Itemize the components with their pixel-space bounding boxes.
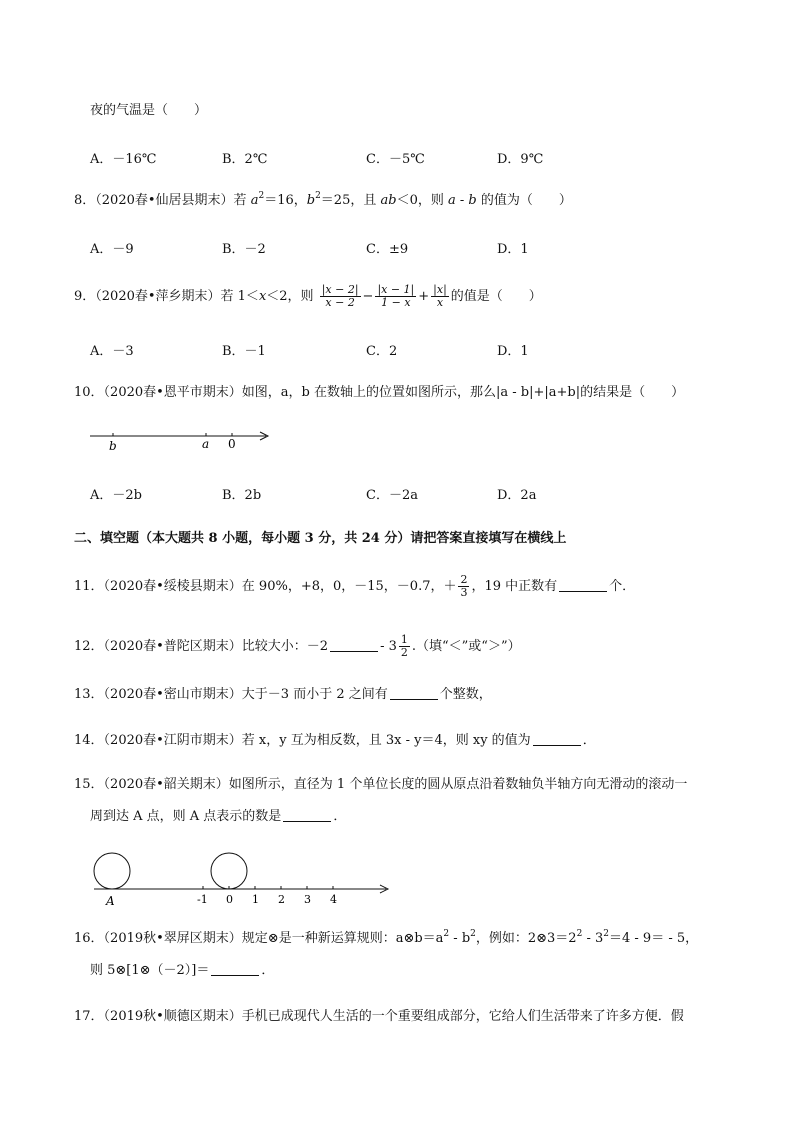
text: ，19 中正数有 — [471, 579, 558, 594]
label-a: a — [202, 437, 210, 451]
q8-option-a: A．－9 — [90, 242, 134, 257]
fraction-3 — [431, 284, 449, 309]
fraction — [458, 574, 469, 599]
tick-label: 2 — [278, 893, 285, 906]
q9-option-b: B．－1 — [222, 344, 266, 359]
question-number: 13． — [74, 687, 104, 702]
circle-at-origin — [211, 853, 247, 889]
answer-blank[interactable] — [211, 963, 259, 976]
label-0: 0 — [228, 437, 236, 451]
question-8 — [74, 192, 572, 210]
numerator: 1 — [400, 633, 408, 646]
answer-blank[interactable] — [390, 687, 438, 700]
question-9 — [74, 280, 542, 314]
question-text: 周到达 A 点，则 A 点表示的数是 — [90, 809, 282, 824]
question-16-line2 — [90, 962, 274, 980]
q8-option-b: B．－2 — [222, 242, 266, 257]
tick-label: -1 — [197, 893, 208, 906]
text: ＜0，则 — [396, 193, 444, 208]
text: ． — [261, 963, 275, 978]
fraction-2 — [375, 284, 416, 309]
q10-option-d: D．2a — [497, 488, 537, 503]
question-15-line1 — [74, 776, 687, 794]
fraction-1 — [320, 284, 361, 309]
text: ． — [333, 809, 347, 824]
text: - b — [449, 931, 471, 946]
exponent: 2 — [470, 929, 476, 939]
answer-blank[interactable] — [283, 809, 331, 822]
text: ． — [582, 733, 596, 748]
question-11 — [74, 572, 635, 602]
numerator: |x − 2| — [321, 283, 359, 296]
q10-option-a: A．－2b — [90, 488, 142, 503]
numerator: |x| — [433, 283, 447, 296]
tick-label: 4 — [330, 893, 337, 906]
exponent: 2 — [576, 929, 583, 939]
exponent: 2 — [315, 191, 321, 201]
q7-option-c: C．－5℃ — [366, 152, 425, 167]
question-number: 14． — [74, 733, 104, 748]
label-b: b — [109, 439, 117, 453]
question-number: 15． — [74, 777, 104, 792]
text: （2019秋•翠屏区期末）规定⊗是一种新运算规则：a⊗b＝a — [103, 931, 444, 946]
question-number: 16． — [74, 931, 104, 946]
question-number: 11． — [74, 579, 104, 594]
question-14 — [74, 732, 596, 750]
plus-sign: + — [418, 289, 430, 304]
question-text: （2020春•普陀区期末）比较大小：－2 — [103, 639, 329, 654]
text: - 3 — [380, 639, 397, 654]
text: ＝25，且 — [320, 193, 377, 208]
tick-label: 1 — [252, 893, 259, 906]
q9-option-d: D．1 — [497, 344, 529, 359]
question-number: 10． — [74, 385, 104, 400]
question-16-line1 — [74, 930, 698, 948]
text: ＝16， — [264, 193, 307, 208]
question-number: 12． — [74, 639, 104, 654]
text: ，例如：2⊗3＝2 — [475, 931, 577, 946]
numerator: |x − 1| — [377, 283, 415, 296]
var-b: b — [306, 193, 316, 208]
expr-a-minus-b: a - b — [447, 193, 477, 208]
question-text: 则 5⊗[1⊗（－2）]＝ — [90, 963, 210, 978]
question-12 — [74, 632, 521, 662]
question-13 — [74, 686, 492, 704]
question-text: （2020春•韶关期末）如图所示，直径为 1 个单位长度的圆从原点沿着数轴负半轴方向无滑动的滚动一 — [103, 777, 688, 792]
exponent: 2 — [443, 929, 450, 939]
q7-option-a: A．－16℃ — [90, 152, 157, 167]
fraction — [399, 634, 410, 659]
text: 的值是（ ） — [450, 289, 542, 304]
text: ＜2，则 — [266, 289, 314, 304]
exponent: 2 — [258, 191, 265, 201]
number-line-figure-q15 — [88, 850, 394, 910]
question-text: （2020春•绥棱县期末）在 90%，+8，0，－15，－0.7，＋ — [103, 579, 457, 594]
q10-option-c: C．－2a — [366, 488, 418, 503]
denominator: 1 − x — [381, 296, 411, 309]
denominator: x − 2 — [325, 296, 355, 309]
text: 个． — [609, 579, 636, 594]
tick-label: 0 — [226, 893, 233, 906]
denominator: x — [436, 296, 444, 309]
text: 个整数， — [439, 687, 492, 702]
question-number: 8． — [74, 193, 96, 208]
question-number: 17． — [74, 1009, 104, 1024]
label-a: A — [106, 894, 115, 908]
number-line-figure-q10 — [86, 426, 276, 456]
question-text: （2020春•密山市期末）大于－3 而小于 2 之间有 — [103, 687, 388, 702]
q9-option-a: A．－3 — [90, 344, 134, 359]
question-text: （2019秋•顺德区期末）手机已成现代人生活的一个重要组成部分，它给人们生活带来了许多方便．假 — [103, 1009, 684, 1024]
question-10 — [74, 384, 684, 402]
var-a: a — [250, 193, 259, 208]
answer-blank[interactable] — [330, 639, 378, 652]
question-source: （2020春•仙居县期末）若 — [95, 193, 247, 208]
question-17 — [74, 1008, 684, 1026]
q7-option-d: D．9℃ — [497, 152, 544, 167]
question-text: （2020春•恩平市期末）如图，a，b 在数轴上的位置如图所示，那么|a - b|+|a+b|的结果是（ ） — [103, 385, 685, 400]
tick-label: 3 — [304, 893, 311, 906]
text: - 3 — [582, 931, 604, 946]
question-text: （2020春•江阴市期末）若 x，y 互为相反数，且 3x - y＝4，则 xy 的值为 — [103, 733, 531, 748]
q7-option-b: B．2℃ — [222, 152, 268, 167]
q10-option-b: B．2b — [222, 488, 262, 503]
question-number: 9． — [74, 289, 96, 304]
q9-option-c: C．2 — [366, 344, 398, 359]
answer-blank[interactable] — [559, 579, 607, 592]
question-15-line2 — [90, 808, 346, 826]
text: ＝4 - 9＝ - 5， — [609, 931, 699, 946]
exponent: 2 — [603, 929, 609, 939]
question-source: （2020春•萍乡期末）若 1＜ — [95, 289, 259, 304]
q8-option-c: C．±9 — [366, 242, 409, 257]
text: 的值为（ ） — [480, 193, 572, 208]
minus-sign: − — [362, 289, 374, 304]
text: .（填“＜”或“＞”） — [411, 639, 521, 654]
denominator: 3 — [460, 586, 468, 599]
q8-option-d: D．1 — [497, 242, 529, 257]
circle-at-a — [94, 853, 130, 889]
denominator: 2 — [400, 646, 408, 659]
var-x: x — [258, 289, 267, 304]
var-ab: ab — [380, 193, 397, 208]
q7-tail: 夜的气温是（ ） — [90, 103, 208, 118]
numerator: 2 — [460, 573, 468, 586]
section-heading: 二、填空题（本大题共 8 小题，每小题 3 分，共 24 分）请把答案直接填写在横线上 — [74, 531, 567, 546]
answer-blank[interactable] — [533, 733, 581, 746]
